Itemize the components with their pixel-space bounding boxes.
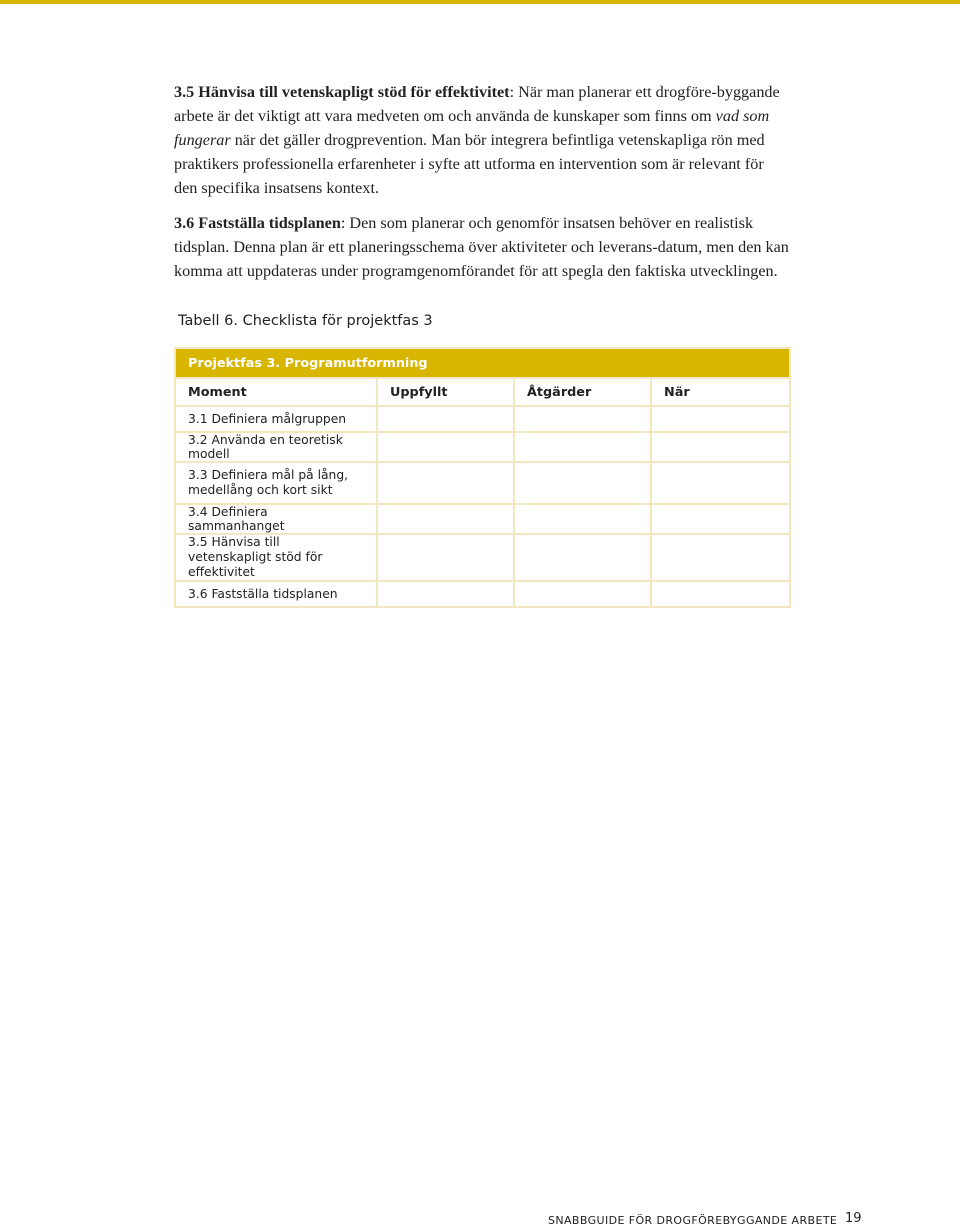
- uppfyllt-cell[interactable]: [377, 504, 514, 534]
- paragraph-3-5: [174, 80, 789, 200]
- moment-cell: 3.2 Använda en teoretisk modell: [175, 432, 377, 462]
- emphasis-text: vad som fungerar: [174, 107, 770, 149]
- section-number: 3.6: [174, 214, 195, 232]
- column-header-row: [175, 378, 790, 406]
- moment-cell: 3.5 Hänvisa till vetenskapligt stöd för effektivitet: [175, 534, 377, 581]
- nar-cell[interactable]: [651, 462, 790, 504]
- atgarder-cell[interactable]: [514, 406, 651, 432]
- atgarder-cell[interactable]: [514, 432, 651, 462]
- table-caption: Tabell 6. Checklista för projektfas 3: [178, 313, 433, 329]
- moment-cell: 3.3 Definiera mål på lång, medellång och kort sikt: [175, 462, 377, 504]
- table-row: [175, 462, 790, 504]
- paragraph-text: : När man planerar ett drogföre-byggande arbete är det viktigt att vara medveten om och använda de kunskaper som finns om: [174, 83, 780, 125]
- uppfyllt-cell[interactable]: [377, 534, 514, 581]
- uppfyllt-cell[interactable]: [377, 462, 514, 504]
- nar-cell[interactable]: [651, 504, 790, 534]
- checklist-table: [174, 347, 791, 608]
- moment-cell: 3.1 Definiera målgruppen: [175, 406, 377, 432]
- column-header-moment: Moment: [175, 378, 377, 406]
- atgarder-cell[interactable]: [514, 534, 651, 581]
- column-header-atgarder: Åtgärder: [514, 378, 651, 406]
- uppfyllt-cell[interactable]: [377, 432, 514, 462]
- nar-cell[interactable]: [651, 406, 790, 432]
- atgarder-cell[interactable]: [514, 462, 651, 504]
- table-row: [175, 534, 790, 581]
- page-number: 19: [845, 1211, 862, 1226]
- section-heading: Fastställa tidsplanen: [198, 214, 341, 232]
- paragraph-text: : Den som planerar och genomför insatsen behöver en realistisk tidsplan. Denna plan är ett planeringsschema över aktiviteter och leverans-datum, men den kan komma att uppdateras under programgenomförandet för att spegla den faktiska utvecklingen.: [174, 214, 789, 280]
- nar-cell[interactable]: [651, 432, 790, 462]
- uppfyllt-cell[interactable]: [377, 406, 514, 432]
- atgarder-cell[interactable]: [514, 581, 651, 607]
- table-row: [175, 432, 790, 462]
- table-row: [175, 406, 790, 432]
- top-accent-bar: [0, 0, 960, 4]
- moment-cell: 3.4 Definiera sammanhanget: [175, 504, 377, 534]
- moment-cell: 3.6 Fastställa tidsplanen: [175, 581, 377, 607]
- paragraph-text: när det gäller drogprevention. Man bör integrera befintliga vetenskapliga rön med praktikers professionella erfarenheter i syfte att utforma en intervention som är relevant för den specifika insatsens kontext.: [174, 131, 765, 197]
- nar-cell[interactable]: [651, 534, 790, 581]
- page-content: [174, 80, 789, 608]
- column-header-uppfyllt: Uppfyllt: [377, 378, 514, 406]
- column-header-nar: När: [651, 378, 790, 406]
- paragraph-3-6: [174, 211, 789, 283]
- phase-header-row: [175, 348, 790, 378]
- phase-title: Projektfas 3. Programutformning: [175, 348, 790, 378]
- section-heading: Hänvisa till vetenskapligt stöd för effektivitet: [198, 83, 510, 101]
- nar-cell[interactable]: [651, 581, 790, 607]
- section-number: 3.5: [174, 83, 195, 101]
- table-row: [175, 581, 790, 607]
- footer-title: SNABBGUIDE FÖR DROGFÖREBYGGANDE ARBETE: [548, 1214, 838, 1227]
- table-row: [175, 504, 790, 534]
- atgarder-cell[interactable]: [514, 504, 651, 534]
- uppfyllt-cell[interactable]: [377, 581, 514, 607]
